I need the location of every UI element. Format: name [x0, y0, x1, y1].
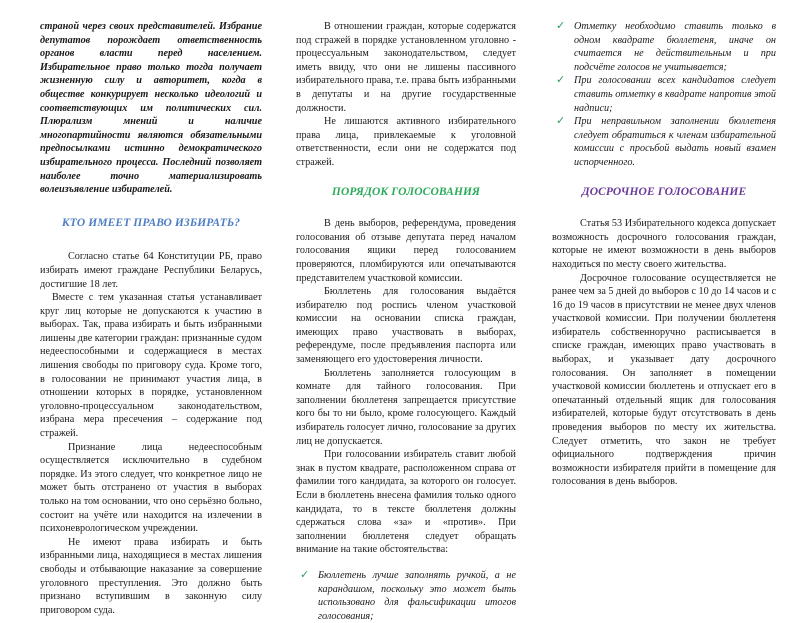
paragraph: Бюллетень для голосования выдаётся избирателю под роспись членом участковой комиссии на основании списка граждан, имеющих право участвовать в выборах, референдуме, после предъявления паспорта или заменяющего его удостоверения личности.	[296, 286, 516, 366]
checklist-item: ✓ Отметку необходимо ставить только в одном квадрате бюллетеня, иначе он считается не действительным и при подсчёте голосов не учитывается;	[556, 20, 776, 73]
checklist-item: ✓ При голосовании всех кандидатов следует ставить отметку в квадрате напротив этой надписи;	[556, 74, 776, 114]
paragraph: Бюллетень заполняется голосующим в комнате для тайного голосования. При заполнении бюллетеня запрещается присутствие кого бы то ни было, кроме голосующего. Каждый избиратель голосует лично, голосование за других лиц не допускается.	[296, 367, 516, 447]
paragraph: Согласно статье 64 Конституции РБ, право избирать имеют граждане Республики Беларусь, достигшие 18 лет.	[40, 251, 262, 290]
paragraph: В отношении граждан, которые содержатся под стражей в порядке установленном уголовно - процессуальным законодательством, следует иметь ввиду, что они не лишены пассивного избирательного права, т.е. права быть избранными в депутаты и на другие государственные должности.	[296, 21, 516, 114]
paragraph: Вместе с тем указанная статья устанавливает круг лиц которые не допускаются к участию в выборах. Так, права избирать и быть избранными лишены две категории граждан: признанные судом недееспособными и содержащиеся в местах лишения свободы по приговору суда. Кроме того, в голосовании не принимают участия лица, в отношении которых в порядке, установленном уголовно-процессуальном законодательством, избрана мера пресечения – содержание под стражей.	[40, 292, 262, 440]
paragraph: Не лишаются активного избирательного права лица, привлекаемые к уголовной ответственности, если они не содержатся под стражей.	[296, 116, 516, 168]
column-middle	[296, 20, 516, 623]
paragraph: Не имеют права избирать и быть избранными лица, находящиеся в местах лишения свободы и отбывающие наказание за совершение уголовного преступления. Это должно быть признано вступившим в законную силу приговором суда.	[40, 536, 262, 616]
column-left	[40, 20, 262, 617]
paragraph: Досрочное голосование осуществляется не ранее чем за 5 дней до выборов с 10 до 14 часов и с 16 до 19 часов в присутствии не менее двух членов участковой комиссии. При получении бюллетеня избиратель собственноручно расписывается в списке граждан, имеющих право участвовать в выборах, и указывает дату досрочного голосования. Он заполняет в помещении участковой комиссии бюллетень и отпускает его в опечатанный отдельный ящик для голосования избирателей, которые будут отсутствовать в день проведения выборов по месту их жительства. Следует отметить, что закон не требует официального подтверждения причин возможности избирателя прийти в помещение для голосования в день выборов.	[552, 272, 776, 488]
check-icon: ✓	[556, 20, 566, 32]
check-icon: ✓	[556, 74, 566, 87]
checklist-item: ✓ При неправильном заполнении бюллетеня следует обратиться к членам избирательной комиссии с просьбой выдать новый взамен испорченного.	[556, 115, 776, 168]
check-icon: ✓	[556, 115, 566, 128]
check-icon: ✓	[300, 568, 310, 581]
paragraph: Статья 53 Избирательного кодекса допускает возможность досрочного голосования граждан, которые не имеют возможности в день выборов находиться по месту своего жительства.	[552, 218, 776, 270]
paragraph: При голосовании избиратель ставит любой знак в пустом квадрате, расположенном справа от фамилии того кандидата, за которого он голосует. Если в бюллетень внесена фамилия только одного кандидата, то в тексте бюллетеня должны сдержаться слова «за» и «против». При заполнении бюллетеня следует обращать внимание на такие обстоятельства:	[296, 449, 516, 556]
paragraph: Признание лица недееспособным осуществляется исключительно в судебном порядке. Из этого следует, что конкретное лицо не может быть отстранено от участия в выборах только на том основании, что оно серьёзно больно, состоит на учёте или находится на излечении в психоневрологическом учреждении.	[40, 441, 262, 535]
intro-paragraph: страной через своих представителей. Избрание депутатов порождает ответственность органов власти перед населением. Избирательное право только тогда получает жизненную силу и авторитет, когда в обществе конкурирует несколько идеологий и соответствующих им политических сил. Плюрализм мнений и наличие многопартийности являются обязательными предпосылками истинно демократического избирательного процесса. Последний позволяет наиболее точно материализировать волеизъявление избирателей.	[40, 21, 262, 196]
section-heading-early-voting: ДОСРОЧНОЕ ГОЛОСОВАНИЕ	[581, 185, 747, 198]
checklist	[552, 20, 776, 170]
checklist	[296, 569, 516, 623]
section-heading-voting-procedure: ПОРЯДОК ГОЛОСОВАНИЯ	[331, 185, 481, 198]
checklist-item: ✓ Бюллетень лучше заполнять ручкой, а не карандашом, поскольку это может быть использовано для фальсификации итогов голосования;	[300, 568, 516, 622]
column-right	[552, 20, 776, 489]
section-heading-who-can-vote: КТО ИМЕЕТ ПРАВО ИЗБИРАТЬ?	[61, 216, 241, 229]
paragraph: В день выборов, референдума, проведения голосования об отзыве депутата перед началом голосования ящики перед голосованием проверяются, пломбируются или опечатываются представителем участковой комиссии.	[296, 218, 516, 284]
